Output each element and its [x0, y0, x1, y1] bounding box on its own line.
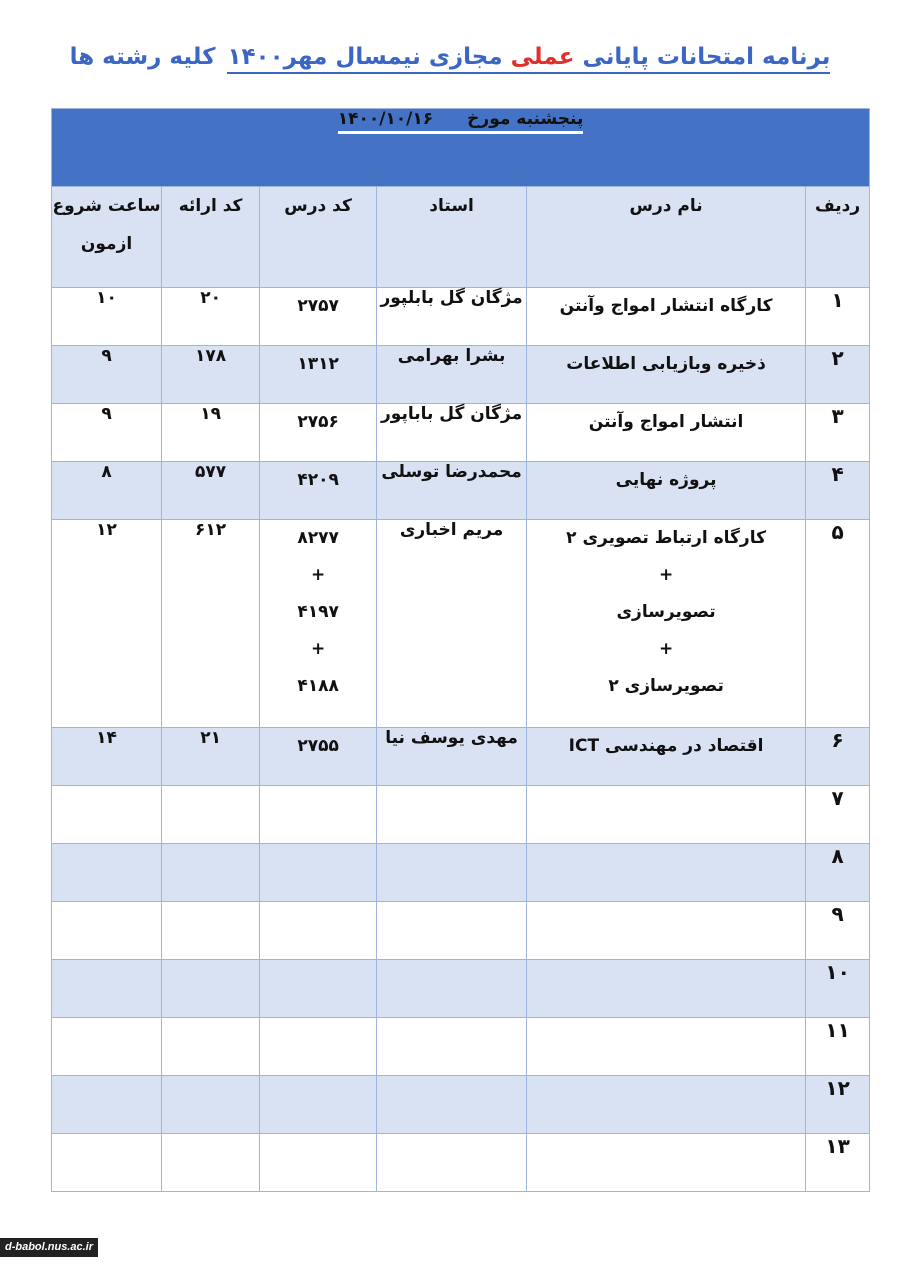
course-code-cell-line: ۸۲۷۷: [297, 528, 339, 548]
start-time-cell: [52, 844, 162, 902]
table-row: [52, 844, 870, 902]
course-code-cell: [260, 1134, 377, 1192]
course-code-cell: [260, 1076, 377, 1134]
table-row: [52, 520, 870, 728]
course-name-cell: [527, 346, 806, 404]
course-code-cell-line: ۲۷۵۵: [297, 736, 339, 756]
course-code-cell: [260, 844, 377, 902]
header-course-code: کد درس: [260, 187, 377, 288]
offer-code-cell: [162, 786, 260, 844]
offer-code-cell: [162, 1134, 260, 1192]
teacher-cell: مژگان گل بابلپور: [377, 288, 527, 346]
course-name-cell: [527, 1134, 806, 1192]
teacher-cell: [377, 1076, 527, 1134]
table-row: [52, 346, 870, 404]
teacher-cell: محمدرضا توسلی: [377, 462, 527, 520]
course-name-cell-line: کارگاه ارتباط تصویری ۲: [566, 528, 766, 548]
row-number-cell: ۱۲: [806, 1076, 870, 1134]
exam-date: [338, 109, 584, 134]
offer-code-cell: [162, 1076, 260, 1134]
page-title: [0, 44, 900, 70]
header-start-time-line2: ازمون: [80, 234, 133, 254]
offer-code-cell: [162, 902, 260, 960]
row-number-cell: ۷: [806, 786, 870, 844]
teacher-cell: مژگان گل باباپور: [377, 404, 527, 462]
row-number-cell: ۱۱: [806, 1018, 870, 1076]
course-name-cell-line: کارگاه انتشار امواج وآنتن: [559, 296, 773, 316]
header-teacher: استاد: [377, 187, 527, 288]
start-time-cell: ۱۴: [52, 728, 162, 786]
row-number-cell: ۱۰: [806, 960, 870, 1018]
course-name-cell-line: تصویرسازی: [616, 602, 716, 622]
offer-code-cell: ۶۱۲: [162, 520, 260, 728]
course-code-cell: [260, 346, 377, 404]
course-code-cell-line: +: [310, 565, 326, 585]
table-row: [52, 728, 870, 786]
teacher-cell: [377, 1018, 527, 1076]
title-part-1: برنامه امتحانات پایانی: [582, 44, 831, 70]
offer-code-cell: [162, 844, 260, 902]
teacher-cell: مریم اخباری: [377, 520, 527, 728]
course-name-cell-line: +: [658, 639, 674, 659]
offer-code-cell: ۱۹: [162, 404, 260, 462]
row-number-cell: ۹: [806, 902, 870, 960]
title-part-2: مجازی نیمسال مهر۱۴۰۰: [227, 44, 503, 70]
course-code-cell: [260, 288, 377, 346]
course-name-cell: [527, 462, 806, 520]
course-code-cell: [260, 520, 377, 728]
course-name-cell: [527, 960, 806, 1018]
teacher-cell: [377, 960, 527, 1018]
teacher-cell: بشرا بهرامی: [377, 346, 527, 404]
row-number-cell: ۵: [806, 520, 870, 728]
header-start-time-line1: ساعت شروع: [52, 196, 161, 216]
course-name-cell: [527, 844, 806, 902]
course-code-cell: [260, 462, 377, 520]
course-code-cell: [260, 1018, 377, 1076]
teacher-cell: مهدی یوسف نیا: [377, 728, 527, 786]
column-header-row: [52, 187, 870, 288]
header-start-time: [52, 187, 162, 288]
course-code-cell-line: ۴۱۹۷: [297, 602, 339, 622]
course-code-cell-line: ۴۱۸۸: [297, 676, 339, 696]
course-code-cell-line: ۲۷۵۷: [297, 296, 339, 316]
course-code-cell: [260, 902, 377, 960]
course-name-cell: [527, 520, 806, 728]
offer-code-cell: [162, 1018, 260, 1076]
page-title-underlined: [227, 44, 830, 74]
teacher-cell: [377, 1134, 527, 1192]
date-header-row: [52, 109, 870, 187]
header-offer-code: کد ارائه: [162, 187, 260, 288]
course-name-cell-line: اقتصاد در مهندسی ICT: [568, 736, 764, 756]
table-row: [52, 1134, 870, 1192]
course-code-cell-line: ۲۷۵۶: [297, 412, 339, 432]
start-time-cell: [52, 960, 162, 1018]
table-row: [52, 1018, 870, 1076]
start-time-cell: ۹: [52, 346, 162, 404]
course-name-cell-line: پروژه نهایی: [615, 470, 717, 490]
table-row: [52, 960, 870, 1018]
course-name-cell-line: +: [658, 565, 674, 585]
course-name-cell-line: ذخیره وبازیابی اطلاعات: [566, 354, 766, 374]
title-highlight: عملی: [510, 44, 575, 70]
table-row: [52, 404, 870, 462]
table-row: [52, 288, 870, 346]
start-time-cell: ۱۰: [52, 288, 162, 346]
course-name-cell: [527, 1018, 806, 1076]
row-number-cell: ۸: [806, 844, 870, 902]
course-code-cell-line: ۴۲۰۹: [297, 470, 339, 490]
header-row-number: ردیف: [806, 187, 870, 288]
site-watermark: d-babol.nus.ac.ir: [0, 1238, 98, 1257]
course-code-cell-line: +: [310, 639, 326, 659]
start-time-cell: ۹: [52, 404, 162, 462]
course-code-cell-line: ۱۳۱۲: [297, 354, 339, 374]
row-number-cell: ۱: [806, 288, 870, 346]
course-name-cell: [527, 786, 806, 844]
row-number-cell: ۲: [806, 346, 870, 404]
start-time-cell: [52, 1076, 162, 1134]
offer-code-cell: ۵۷۷: [162, 462, 260, 520]
teacher-cell: [377, 786, 527, 844]
exam-schedule-table: [51, 108, 870, 1192]
course-name-cell: [527, 902, 806, 960]
start-time-cell: ۱۲: [52, 520, 162, 728]
offer-code-cell: ۲۱: [162, 728, 260, 786]
course-code-cell: [260, 404, 377, 462]
course-code-cell: [260, 728, 377, 786]
row-number-cell: ۱۳: [806, 1134, 870, 1192]
date-value: ۱۴۰۰/۱۰/۱۶: [337, 109, 434, 129]
start-time-cell: [52, 902, 162, 960]
table-row: [52, 462, 870, 520]
course-name-cell: [527, 288, 806, 346]
teacher-cell: [377, 902, 527, 960]
offer-code-cell: [162, 960, 260, 1018]
row-number-cell: ۴: [806, 462, 870, 520]
course-code-cell: [260, 786, 377, 844]
header-course-name: نام درس: [527, 187, 806, 288]
date-header-cell: [52, 109, 870, 187]
course-name-cell: [527, 728, 806, 786]
teacher-cell: [377, 844, 527, 902]
course-name-cell-line: انتشار امواج وآنتن: [588, 412, 744, 432]
offer-code-cell: ۲۰: [162, 288, 260, 346]
row-number-cell: ۳: [806, 404, 870, 462]
start-time-cell: [52, 786, 162, 844]
day-label: پنجشنبه مورخ: [467, 109, 584, 129]
course-code-cell: [260, 960, 377, 1018]
table-row: [52, 786, 870, 844]
offer-code-cell: ۱۷۸: [162, 346, 260, 404]
start-time-cell: ۸: [52, 462, 162, 520]
course-name-cell: [527, 404, 806, 462]
row-number-cell: ۶: [806, 728, 870, 786]
title-part-3: کلیه رشته ها: [69, 44, 216, 70]
course-name-cell: [527, 1076, 806, 1134]
course-name-cell-line: تصویرسازی ۲: [608, 676, 724, 696]
start-time-cell: [52, 1018, 162, 1076]
table-row: [52, 902, 870, 960]
table-row: [52, 1076, 870, 1134]
start-time-cell: [52, 1134, 162, 1192]
